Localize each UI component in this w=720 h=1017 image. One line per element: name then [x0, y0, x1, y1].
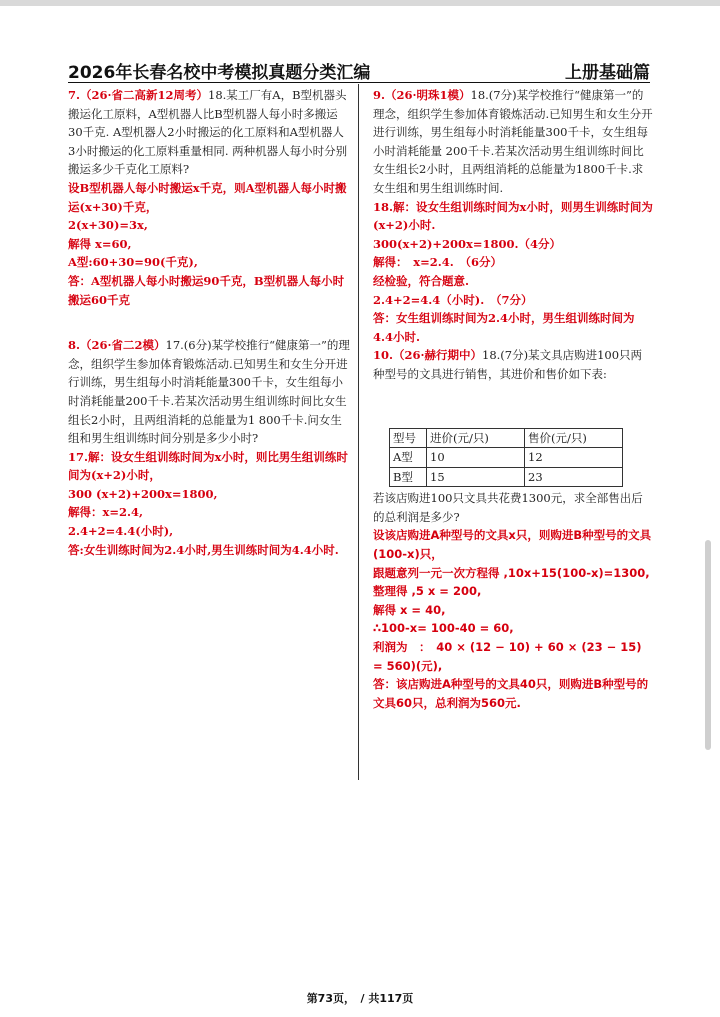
solution-line: 解得：x=2.4, — [68, 505, 144, 520]
solution-line: 整理得 ,5 x = 200, — [373, 584, 482, 599]
table-cell: 23 — [525, 467, 623, 487]
section-label: 上册基础篇 — [565, 63, 650, 83]
question-9 — [373, 86, 653, 198]
solution-line: 2.4+2=4.4（小时). （7分） — [373, 292, 533, 307]
solution-line: 解得： x=2.4. （6分） — [373, 255, 503, 270]
question-8-solution — [68, 448, 350, 560]
question-10-solution — [373, 526, 653, 712]
solution-line: 设该店购进A种型号的文具x只，则购进B种型号的文具(100-x)只， — [373, 528, 652, 562]
right-column — [373, 86, 653, 712]
solution-line: 答：A型机器人每小时搬运90千克，B型机器人每小时搬运60千克 — [68, 273, 345, 307]
question-7 — [68, 86, 350, 179]
page-header — [68, 56, 650, 82]
table-cell: 15 — [427, 467, 525, 487]
table-row — [390, 467, 623, 487]
solution-line: 答：女生组训练时间为2.4小时，男生组训练时间为4.4小时. — [373, 311, 635, 344]
question-10 — [373, 346, 653, 383]
question-10-prompt: 若该店购进100只文具共花费1300元，求全部售出后的总利润是多少? — [373, 491, 643, 524]
question-8 — [68, 336, 350, 448]
solution-line: 18.解：设女生组训练时间为x小时，则男生训练时间为(x+2)小时. — [373, 199, 653, 233]
solution-line: 利润为 ： 40 × (12 − 10) + 60 × (23 − 15) = 560)(元), — [373, 640, 642, 673]
table-cell: B型 — [390, 467, 427, 487]
question-10-text: 18.(7分)某文具店购进100只两种型号的文具进行销售，其进价和售价如下表: — [373, 348, 643, 381]
question-8-text: 17.(6分)某学校推行“健康第一”的理念，组织学生参加体育锻炼活动.已知男生和女生分开进行训练，男生组每小时消耗能量300千卡，女生组每小时消耗能量200千卡.若某次活动男生组训练时间比女生组长2小时，且两组消耗的总能量为1 800千卡.问女生组和男生组训练时间分别是多少小时? — [68, 338, 350, 446]
table-cell: 12 — [525, 448, 623, 468]
solution-line: 300(x+2)+200x=1800.（4分） — [373, 236, 562, 251]
left-column — [68, 86, 350, 559]
solution-line: 17.解：设女生组训练时间为x小时，则比男生组训练时间为(x+2)小时， — [68, 449, 348, 483]
table-header-cell: 进价(元/只) — [427, 428, 525, 448]
table-cell: A型 — [390, 448, 427, 468]
solution-line: 解得 x = 40, — [373, 602, 446, 617]
table-header-cell: 售价(元/只) — [525, 428, 623, 448]
header-rule — [68, 82, 650, 83]
question-10-number: 10.（26·赫行期中） — [373, 348, 483, 363]
solution-line: A型:60+30=90(千克), — [68, 255, 198, 270]
table-row — [390, 448, 623, 468]
document-title: 2026年长春名校中考模拟真题分类汇编 — [68, 63, 371, 83]
table-cell: 10 — [427, 448, 525, 468]
solution-line: 2(x+30)=3x, — [68, 218, 148, 233]
column-divider — [358, 84, 359, 780]
solution-line: ∴100-x= 100-40 = 60, — [373, 621, 514, 636]
question-7-text: 18.某工厂有A，B型机器头搬运化工原料，A型机器人比B型机器人每小时多搬运30千克. A型机器人2小时搬运的化工原料和A型机器人3小时搬运的化工原料重量相同. 两种机器人每小时分别搬运多少千克化工原料? — [68, 88, 348, 177]
page-footer: 第73页， / 共117页 — [306, 992, 414, 1005]
scrollbar-thumb[interactable] — [705, 540, 711, 750]
question-9-solution — [373, 198, 653, 347]
solution-line: 设B型机器人每小时搬运x千克，则A型机器人每小时搬运(x+30)千克， — [68, 180, 347, 214]
table-header-cell: 型号 — [390, 428, 427, 448]
price-table — [389, 428, 623, 488]
table-header-row — [390, 428, 623, 448]
solution-line: 答:女生训练时间为2.4小时,男生训练时间为4.4小时. — [68, 542, 339, 557]
solution-line: 答：该店购进A种型号的文具40只，则购进B种型号的文具60只，总利润为560元. — [373, 677, 649, 710]
top-strip — [0, 0, 720, 6]
question-8-number: 8.（26·省二2模） — [68, 338, 166, 353]
solution-line: 解得 x=60, — [68, 236, 132, 251]
question-9-text: 18.(7分)某学校推行“健康第一”的理念，组织学生参加体育锻炼活动.已知男生和女生分开进行训练，男生组每小时消耗能量300千卡，女生组每小时消耗能量 200千卡.若某次活动男生组训练时间比女生组长2小时，且两组消耗的总能量为1800千卡.求女生组和男生组训练时间. — [373, 88, 653, 195]
question-7-number: 7.（26·省二高新12周考） — [68, 88, 209, 102]
solution-line: 经检验，符合题意. — [373, 273, 470, 288]
question-7-solution — [68, 179, 350, 309]
solution-line: 300 (x+2)+200x=1800, — [68, 486, 218, 501]
solution-line: 跟题意列一元一次方程得 ,10x+15(100-x)=1300, — [373, 565, 650, 580]
solution-line: 2.4+2=4.4(小时), — [68, 524, 174, 539]
question-9-number: 9.（26·明珠1模） — [373, 88, 471, 102]
